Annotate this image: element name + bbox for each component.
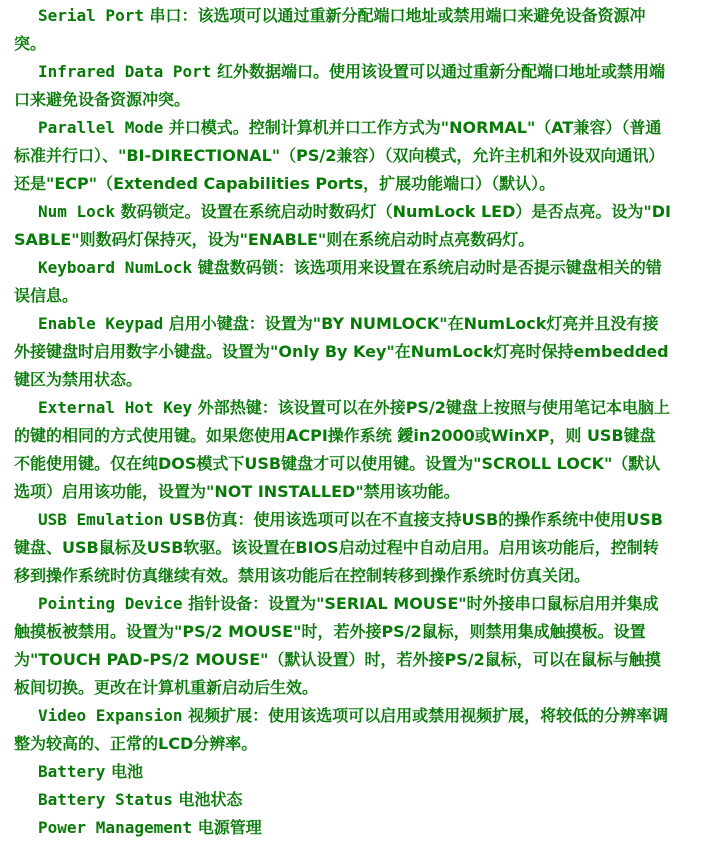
paragraph-pointing-device (14, 590, 671, 702)
setting-term: Parallel Mode (38, 118, 164, 137)
setting-term: Keyboard NumLock (38, 258, 193, 277)
paragraph-video-expansion (14, 702, 671, 758)
setting-description: 外部热键：该设置可以在外接PS/2键盘上按照与使用笔记本电脑上的键的相同的方式使用键。如果您使用ACPI操作系统 鑀in2000或WinXP，则 USB键盘不能使用键。仅在纯DOS模式下USB键盘才可以使用键。设置为"SCROLL LOCK"（默认选项）启用该功能，设置为"NOT INSTALLED"禁用该功能。 (14, 398, 670, 501)
setting-description: 视频扩展：使用该选项可以启用或禁用视频扩展，将较低的分辨率调整为较高的、正常的LCD分辨率。 (14, 706, 669, 753)
setting-description: 并口模式。控制计算机并口工作方式为"NORMAL"（AT兼容）（普通标准并行口）、"BI-DIRECTIONAL"（PS/2兼容）（双向模式，允许主机和外设双向通讯）还是"ECP"（Extended Capabilities Ports，扩展功能端口）（默认）。 (14, 118, 665, 193)
paragraph-num-lock (14, 198, 671, 254)
paragraph-serial-port (14, 2, 671, 58)
setting-description: 启用小键盘：设置为"BY NUMLOCK"在NumLock灯亮并且没有接外接键盘时启用数字小键盘。设置为"Only By Key"在NumLock灯亮时保持embedded键区为禁用状态。 (14, 314, 669, 389)
setting-description: 指针设备：设置为"SERIAL MOUSE"时外接串口鼠标启用并集成触摸板被禁用。设置为"PS/2 MOUSE"时，若外接PS/2鼠标，则禁用集成触摸板。设置为"TOUCH PAD-PS/2 MOUSE"（默认设置）时，若外接PS/2鼠标，可以在鼠标与触摸板间切换。更改在计算机重新启动后生效。 (14, 594, 661, 697)
setting-description: 电池 (105, 762, 144, 781)
paragraph-keyboard-numlock (14, 254, 671, 310)
paragraph-usb-emulation (14, 506, 671, 590)
setting-description: USB仿真：使用该选项可以在不直接支持USB的操作系统中使用USB键盘、USB鼠标及USB软驱。该设置在BIOS启动过程中自动启用。启用该功能后，控制转移到操作系统时仿真继续有效。禁用该功能后在控制转移到操作系统时仿真关闭。 (14, 510, 663, 585)
setting-description: 电池状态 (172, 790, 243, 809)
setting-term: Enable Keypad (38, 314, 164, 333)
paragraph-battery (14, 758, 671, 786)
paragraph-parallel-mode (14, 114, 671, 198)
setting-description: 电源管理 (192, 818, 262, 837)
setting-term: USB Emulation (38, 510, 164, 529)
setting-term: Power Management (38, 818, 193, 837)
setting-term: Serial Port (38, 6, 144, 25)
setting-term: Num Lock (38, 202, 116, 221)
setting-term: Video Expansion (38, 706, 183, 725)
setting-term: Battery (38, 762, 106, 781)
paragraph-battery-status (14, 786, 671, 814)
setting-description: 串口：该选项可以通过重新分配端口地址或禁用端口来避免设备资源冲突。 (14, 6, 646, 53)
setting-description: 红外数据端口。使用该设置可以通过重新分配端口地址或禁用端口来避免设备资源冲突。 (14, 62, 665, 109)
paragraph-infrared-data-port (14, 58, 671, 114)
setting-term: Battery Status (38, 790, 173, 809)
setting-term: Pointing Device (38, 594, 183, 613)
setting-description: 数码锁定。设置在系统启动时数码灯（NumLock LED）是否点亮。设为"DISABLE"则数码灯保持灭，设为"ENABLE"则在系统启动时点亮数码灯。 (14, 202, 671, 249)
paragraph-enable-keypad (14, 310, 671, 394)
setting-term: External Hot Key (38, 398, 193, 417)
setting-term: Infrared Data Port (38, 62, 212, 81)
paragraph-external-hot-key (14, 394, 671, 506)
paragraph-power-management (14, 814, 671, 842)
setting-description: 键盘数码锁：该选项用来设置在系统启动时是否提示键盘相关的错误信息。 (14, 258, 662, 305)
